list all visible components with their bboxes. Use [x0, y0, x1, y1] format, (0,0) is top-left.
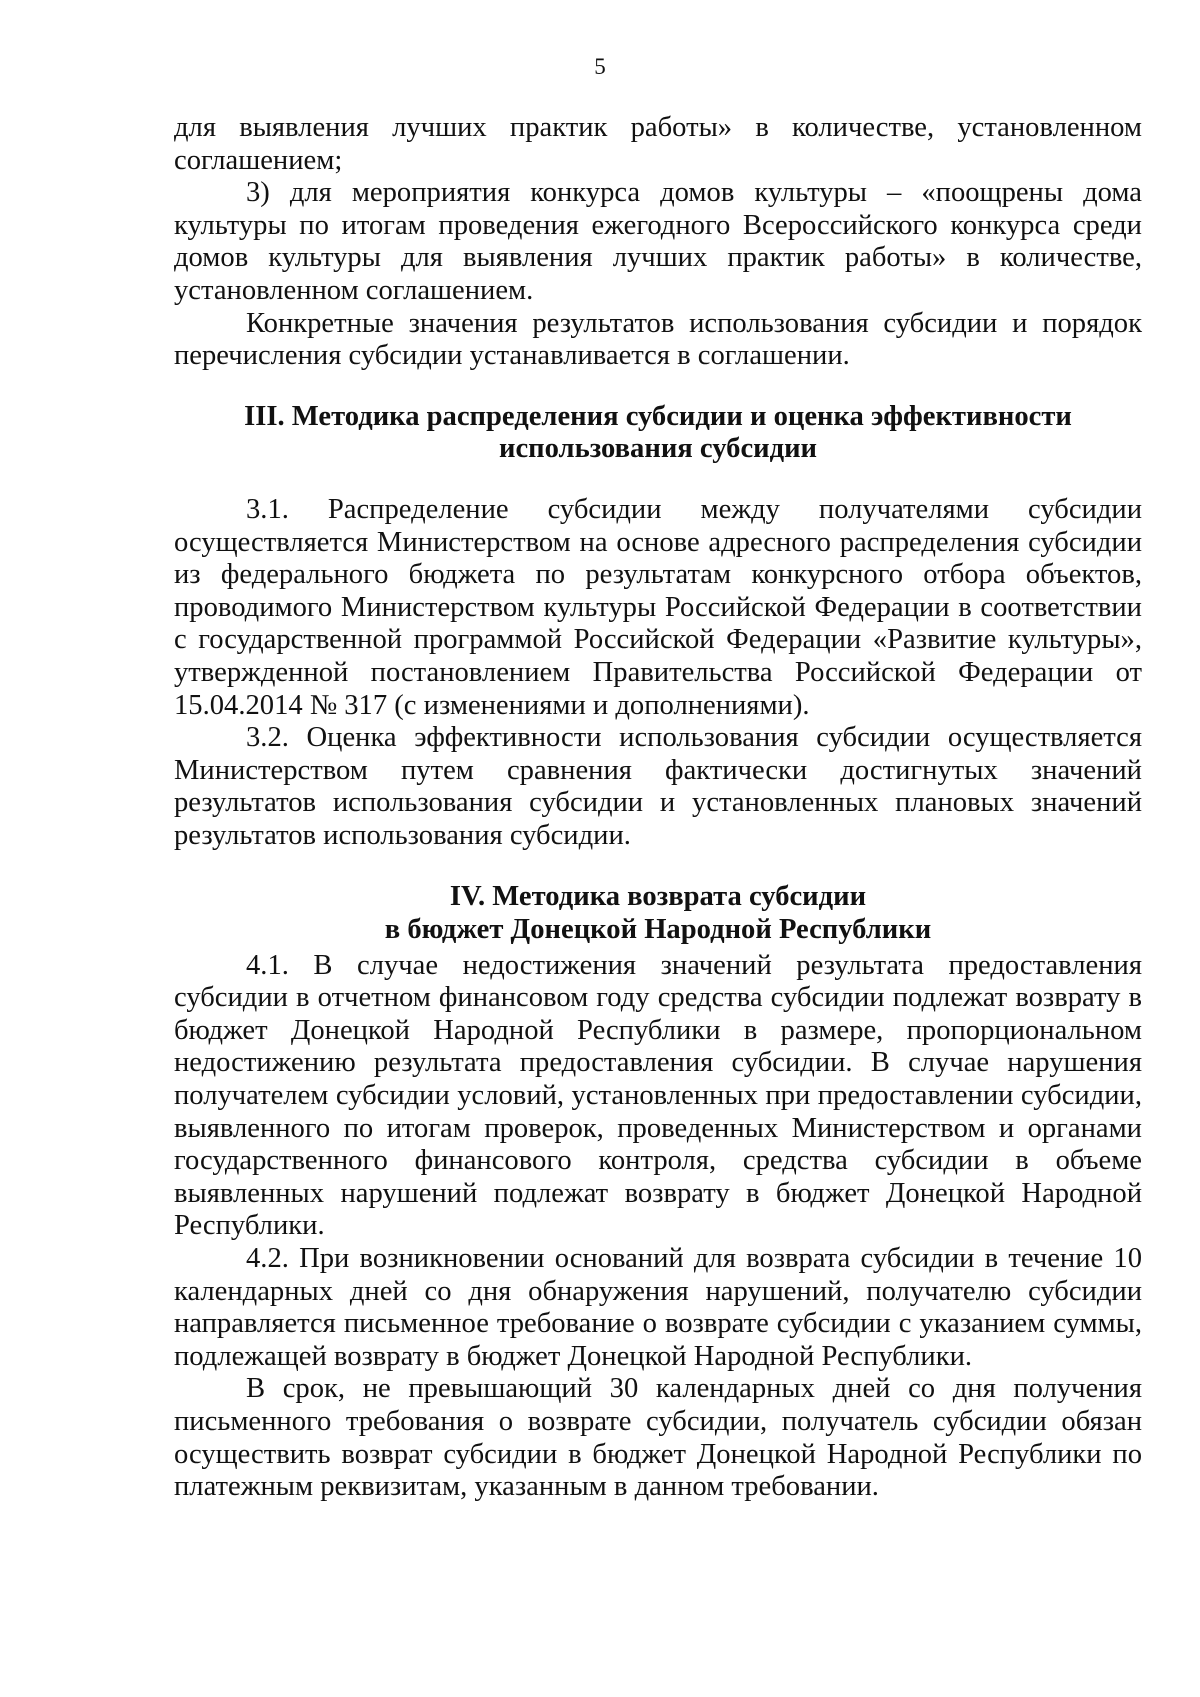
- paragraph-4-2: 4.2. При возникновении оснований для возврата субсидии в течение 10 календарных дней со дня обнаружения нарушений, получателю субсидии направляется письменное требование о возврате субсидии с указанием суммы, подлежащей возврату в бюджет Донецкой Народной Республики.: [174, 1243, 1142, 1372]
- section-4-heading-line-2: в бюджет Донецкой Народной Республики: [384, 914, 932, 946]
- section-4-heading: [174, 881, 1142, 946]
- paragraph-3-2: 3.2. Оценка эффективности использования субсидии осуществляется Министерством путем сравнения фактически достигнутых значений результатов использования субсидии и установленных плановых значений результатов использования субсидии.: [174, 722, 1142, 851]
- paragraph-3-1: 3.1. Распределение субсидии между получателями субсидии осуществляется Министерством на основе адресного распределения субсидии из федерального бюджета по результатам конкурсного отбора объектов, проводимого Министерством культуры Российской Федерации в соответствии с государственной программой Российской Федерации «Развитие культуры», утвержденной постановлением Правительства Российской Федерации от 15.04.2014 № 317 (с изменениями и дополнениями).: [174, 493, 1142, 721]
- paragraph-results-values: Конкретные значения результатов использования субсидии и порядок перечисления субсидии устанавливается в соглашении.: [174, 307, 1142, 372]
- section-3-heading-line-1: III. Методика распределения субсидии и оценка эффективности: [244, 400, 1072, 432]
- paragraph-continuation: для выявления лучших практик работы» в количестве, установленном соглашением;: [174, 112, 1142, 176]
- section-4-heading-line-1: IV. Методика возврата субсидии: [449, 881, 867, 913]
- document-body: [174, 112, 1142, 1504]
- page-number: 5: [594, 54, 606, 79]
- paragraph-4-1: 4.1. В случае недостижения значений результата предоставления субсидии в отчетном финансовом году средства субсидии подлежат возврату в бюджет Донецкой Народной Республики в размере, пропорциональном недостижению результата предоставления субсидии. В случае нарушения получателем субсидии условий, установленных при предоставлении субсидии, выявленного по итогам проверок, проведенных Министерством и органами государственного финансового контроля, средства субсидии в объеме выявленных нарушений подлежат возврату в бюджет Донецкой Народной Республики.: [174, 949, 1142, 1242]
- paragraph-4-3: В срок, не превышающий 30 календарных дней со дня получения письменного требования о возврате субсидии, получатель субсидии обязан осуществить возврат субсидии в бюджет Донецкой Народной Республики по платежным реквизитам, указанным в данном требовании.: [174, 1373, 1142, 1503]
- section-3-heading-line-2: использования субсидии: [498, 433, 818, 465]
- section-3-heading: [174, 401, 1142, 466]
- paragraph-item-3: 3) для мероприятия конкурса домов культуры – «поощрены дома культуры по итогам проведения ежегодного Всероссийского конкурса среди домов культуры для выявления лучших практик работы» в количестве, установленном соглашением.: [174, 177, 1142, 306]
